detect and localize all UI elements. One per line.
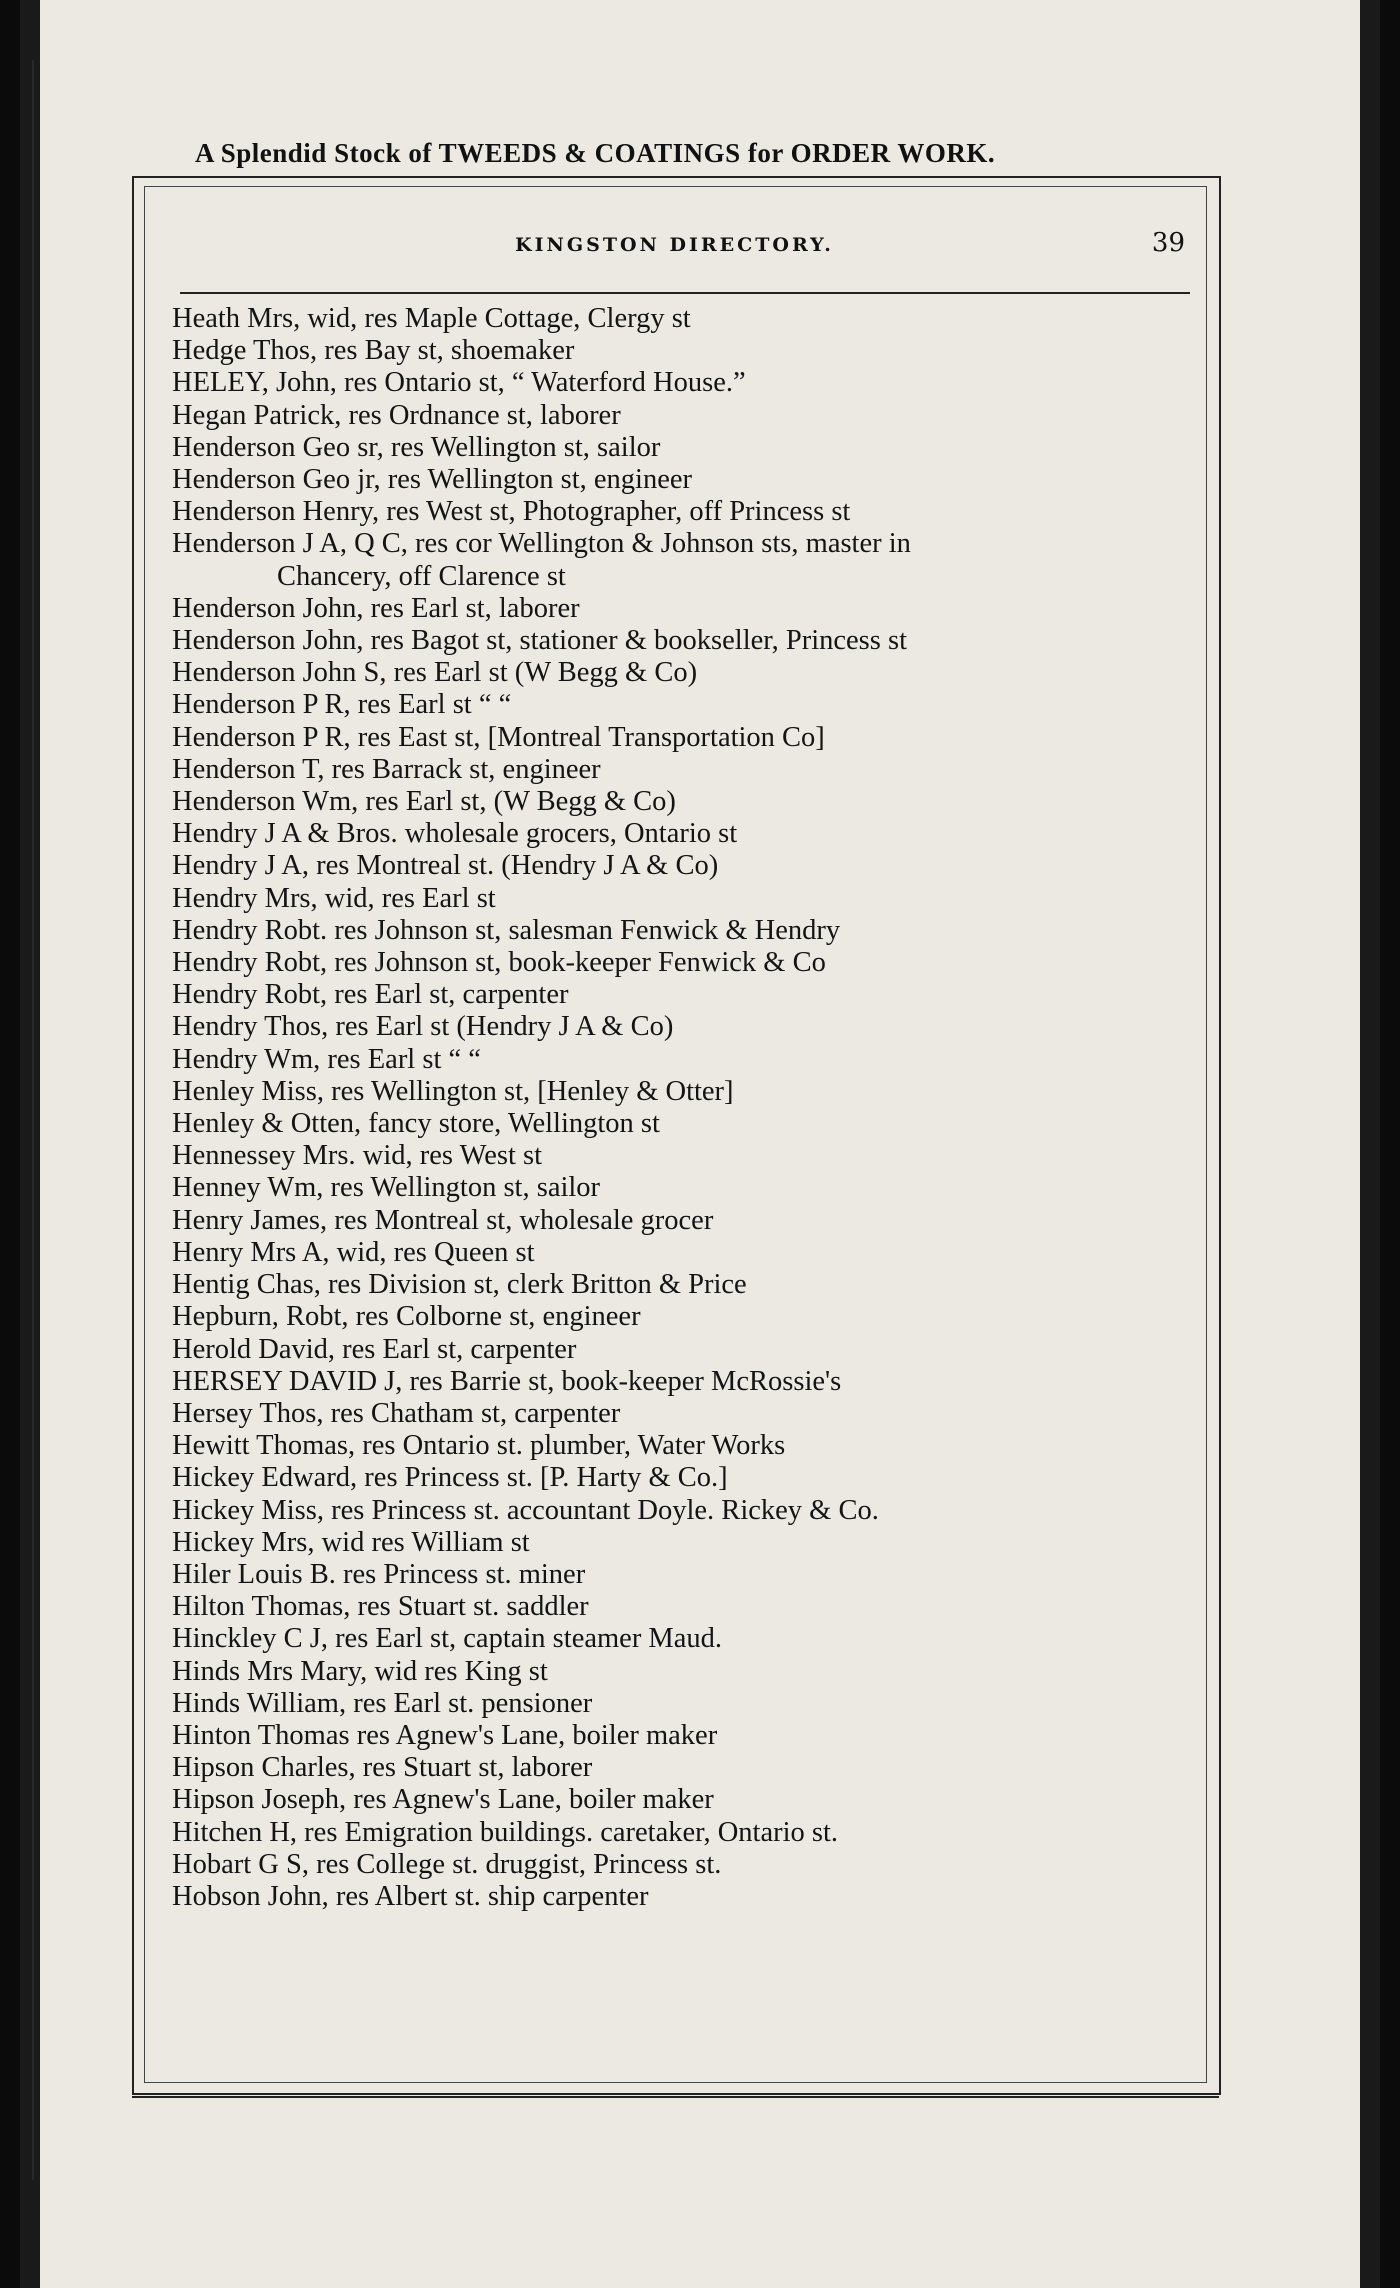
- directory-entry: Henderson John, res Earl st, laborer: [172, 592, 580, 624]
- directory-entry: Hickey Mrs, wid res William st: [172, 1526, 530, 1558]
- header-rule: [180, 292, 1190, 294]
- directory-entry: Henry James, res Montreal st, wholesale grocer: [172, 1204, 714, 1236]
- directory-entry: Hedge Thos, res Bay st, shoemaker: [172, 335, 575, 367]
- directory-entry: Henry Mrs A, wid, res Queen st: [172, 1236, 535, 1268]
- directory-entry: Hinds William, res Earl st. pensioner: [172, 1687, 593, 1719]
- directory-entry: Hendry Robt, res Johnson st, book-keeper Fenwick & Co: [172, 947, 826, 979]
- directory-entry: Hendry J A & Bros. wholesale grocers, Ontario st: [172, 818, 738, 850]
- directory-entry: Hobson John, res Albert st. ship carpenter: [172, 1880, 649, 1912]
- directory-entry: Hewitt Thomas, res Ontario st. plumber, Water Works: [172, 1430, 786, 1462]
- directory-entry: Hickey Miss, res Princess st. accountant Doyle. Rickey & Co.: [172, 1494, 879, 1526]
- directory-entry: Hennessey Mrs. wid, res West st: [172, 1140, 543, 1172]
- directory-entry: Hendry Robt, res Earl st, carpenter: [172, 979, 569, 1011]
- directory-entry: Hentig Chas, res Division st, clerk Britton & Price: [172, 1269, 747, 1301]
- directory-entry: Hendry Robt. res Johnson st, salesman Fenwick & Hendry: [172, 914, 841, 946]
- directory-entry: Hinton Thomas res Agnew's Lane, boiler maker: [172, 1719, 718, 1751]
- directory-entry: Hegan Patrick, res Ordnance st, laborer: [172, 399, 621, 431]
- directory-entry: Henley Miss, res Wellington st, [Henley & Otter]: [172, 1075, 734, 1107]
- directory-entry: Henderson John, res Bagot st, stationer & bookseller, Princess st: [172, 625, 908, 657]
- directory-entry: Hendry J A, res Montreal st. (Hendry J A & Co): [172, 850, 719, 882]
- directory-entry: Hersey Thos, res Chatham st, carpenter: [172, 1397, 621, 1429]
- directory-entry: Hobart G S, res College st. druggist, Princess st.: [172, 1848, 722, 1880]
- directory-entry: Henley & Otten, fancy store, Wellington st: [172, 1108, 660, 1140]
- directory-entry: Henderson Geo jr, res Wellington st, engineer: [172, 464, 692, 496]
- directory-entry-continuation: Chancery, off Clarence st: [277, 560, 566, 592]
- page-number: 39: [1151, 228, 1185, 258]
- directory-entry: Henderson J A, Q C, res cor Wellington & Johnson sts, master in: [172, 528, 911, 560]
- adjacent-page-edge: [32, 60, 34, 2180]
- directory-entry: Henderson Wm, res Earl st, (W Begg & Co): [172, 786, 676, 818]
- directory-entry: Hiler Louis B. res Princess st. miner: [172, 1558, 586, 1590]
- directory-entry: Henderson Henry, res West st, Photographer, off Princess st: [172, 496, 851, 528]
- running-header: [144, 228, 1205, 268]
- directory-entries: [172, 303, 1192, 1913]
- directory-entry: Hipson Charles, res Stuart st, laborer: [172, 1752, 593, 1784]
- directory-entry: HELEY, John, res Ontario st, “ Waterford House.”: [172, 367, 746, 399]
- directory-entry: Hinckley C J, res Earl st, captain steamer Maud.: [172, 1623, 723, 1655]
- directory-entry: Henderson P R, res East st, [Montreal Transportation Co]: [172, 721, 825, 753]
- directory-entry: Henderson P R, res Earl st “ “: [172, 689, 512, 721]
- scan-edge-left: [20, 0, 40, 2288]
- directory-entry: Henney Wm, res Wellington st, sailor: [172, 1172, 601, 1204]
- directory-entry: Hickey Edward, res Princess st. [P. Harty & Co.]: [172, 1462, 728, 1494]
- directory-title: KINGSTON DIRECTORY.: [515, 234, 834, 256]
- directory-entry: Hendry Thos, res Earl st (Hendry J A & Co): [172, 1011, 674, 1043]
- directory-entry: Hinds Mrs Mary, wid res King st: [172, 1655, 548, 1687]
- directory-entry: Hilton Thomas, res Stuart st. saddler: [172, 1591, 589, 1623]
- directory-entry: Hepburn, Robt, res Colborne st, engineer: [172, 1301, 641, 1333]
- directory-entry: Henderson Geo sr, res Wellington st, sailor: [172, 431, 661, 463]
- directory-entry: Herold David, res Earl st, carpenter: [172, 1333, 577, 1365]
- directory-entry: Heath Mrs, wid, res Maple Cottage, Clergy st: [172, 303, 691, 334]
- scan-edge-right: [1360, 0, 1380, 2288]
- directory-entry: Hendry Mrs, wid, res Earl st: [172, 882, 496, 914]
- advertisement-banner: A Splendid Stock of TWEEDS & COATINGS for ORDER WORK.: [195, 138, 996, 168]
- directory-entry: Henderson T, res Barrack st, engineer: [172, 753, 601, 785]
- directory-entry: Hipson Joseph, res Agnew's Lane, boiler maker: [172, 1784, 714, 1816]
- bottom-rule: [132, 2096, 1219, 2098]
- directory-page: [20, 0, 1380, 2288]
- directory-entry: Henderson John S, res Earl st (W Begg & Co): [172, 657, 698, 689]
- directory-entry: Hitchen H, res Emigration buildings. caretaker, Ontario st.: [172, 1816, 839, 1848]
- directory-entry: HERSEY DAVID J, res Barrie st, book-keeper McRossie's: [172, 1365, 842, 1397]
- directory-entry: Hendry Wm, res Earl st “ “: [172, 1043, 481, 1075]
